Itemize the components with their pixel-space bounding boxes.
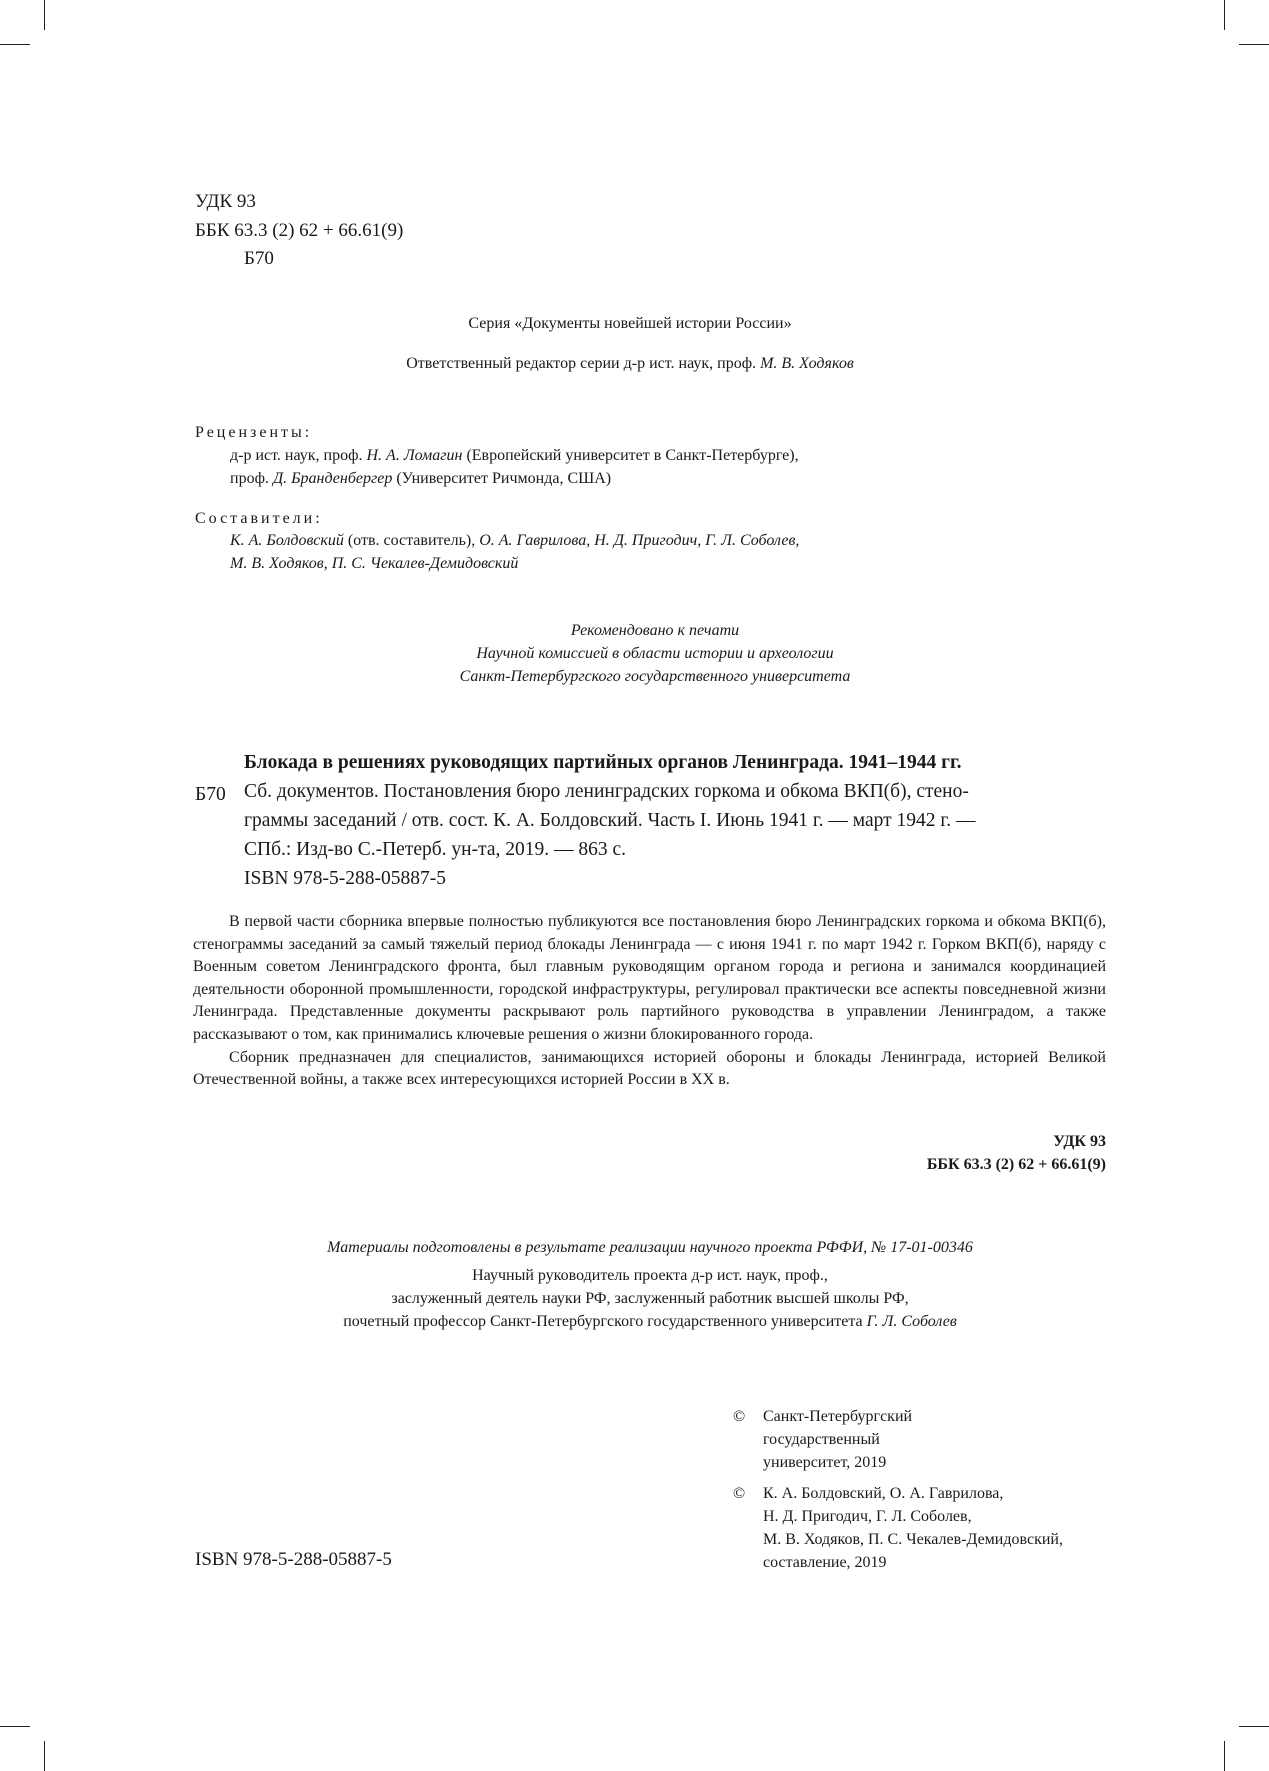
bbk-right: ББК 63.3 (2) 62 + 66.61(9) [926, 1156, 1106, 1173]
recommended-text-3: Санкт-Петербургского государственного университета [459, 668, 851, 685]
compilers-line-2 [230, 552, 518, 576]
copyright-1-line-2: государственный [763, 1431, 880, 1448]
reviewer-1-affiliation: (Европейский университет в Санкт-Петербурге), [466, 447, 799, 464]
bib-mark: Б70 [195, 784, 226, 805]
crop-mark-bottom-left-horizontal [0, 1726, 30, 1727]
bib-isbn: ISBN 978-5-288-05887-5 [244, 868, 447, 889]
reviewer-1-prefix: д-р ист. наук, проф. [230, 447, 363, 464]
reviewers-heading: Рецензенты: [195, 424, 313, 441]
series-title: Серия «Документы новейшей истории России» [468, 315, 792, 332]
abstract-paragraph-1: В первой части сборника впервые полностью публикуются все постановления бюро Ленинградских горкома и обкома ВКП(б), стенограммы заседаний за самый тяжелый период блокады Ленинграда — с июня 1941 г. по март 1942 г. Горком ВКП(б), наряду с Военным советом Ленинградского фронта, был главным руководящим органом города и региона и занимался координацией деятельности оборонной промышленности, городской инфраструктуры, регулировал практически все аспекты повседневной жизни Ленинграда. Представленные документы раскрывают роль партийного руководства в управлении Ленинградом, а также рассказывают о том, как принимались ключевые решения о жизни блокированного города. [193, 913, 1106, 1043]
crop-mark-bottom-right-horizontal [1239, 1726, 1269, 1727]
bibliographic-entry [244, 748, 975, 893]
grant-italic-text: Материалы подготовлены в результате реализации научного проекта РФФИ, № 17-01-00346 [327, 1239, 973, 1256]
reviewer-2-prefix: проф. [230, 470, 269, 487]
bbk-code: ББК 63.3 (2) 62 + 66.61(9) [195, 220, 404, 241]
reviewer-line-1 [230, 444, 799, 468]
copyright-2-line-4: составление, 2019 [763, 1554, 887, 1571]
copyright-2-line-3: М. В. Ходяков, П. С. Чекалев-Демидовский, [763, 1531, 1063, 1548]
copyright-1-line-3: университет, 2019 [763, 1454, 887, 1471]
recommended-text-1: Рекомендовано к печати [570, 622, 740, 639]
abstract-paragraph-2: Сборник предназначен для специалистов, занимающихся историей обороны и блокады Ленинграда, историей Великой Отечественной войны, а также всех интересующихся историей России в XX в. [193, 1048, 1106, 1089]
recommended-line-1 [355, 619, 955, 643]
reviewer-1-name: Н. А. Ломагин [366, 447, 463, 464]
reviewer-2-name: Д. Бранденбергер [272, 470, 393, 487]
copyright-2-line-1: К. А. Болдовский, О. А. Гаврилова, [763, 1485, 1004, 1502]
bib-line-3: граммы заседаний / отв. сост. К. А. Болдовский. Часть I. Июнь 1941 г. — март 1942 г. — [244, 810, 976, 831]
compilers-heading: Составители: [195, 510, 323, 527]
copyright-2-line-2: Н. Д. Пригодич, Г. Л. Соболев, [763, 1508, 972, 1525]
author-mark: Б70 [244, 248, 274, 269]
udk-right: УДК 93 [1053, 1133, 1106, 1150]
grant-line-3: заслуженный деятель науки РФ, заслуженный работник высшей школы РФ, [391, 1290, 909, 1307]
series-editor-name: М. В. Ходяков [760, 355, 854, 372]
compiler-chief: К. А. Болдовский [230, 532, 344, 549]
crop-mark-top-right-horizontal [1239, 44, 1269, 45]
copyright-symbol-1: © [733, 1408, 746, 1425]
crop-mark-top-left-vertical [44, 0, 45, 30]
crop-mark-bottom-left-vertical [44, 1741, 45, 1771]
grant-line-2: Научный руководитель проекта д-р ист. наук, проф., [472, 1267, 828, 1284]
series-editor-prefix: Ответственный редактор серии д-р ист. наук, проф. [406, 355, 757, 372]
abstract [193, 911, 1106, 1092]
compilers-others-2: М. В. Ходяков, П. С. Чекалев-Демидовский [230, 555, 519, 572]
series-editor [300, 352, 960, 376]
crop-mark-bottom-right-vertical [1224, 1741, 1225, 1771]
compilers-others-1: О. А. Гаврилова, Н. Д. Пригодич, Г. Л. Соболев, [479, 532, 800, 549]
udk-code: УДК 93 [195, 191, 256, 212]
reviewer-2-affiliation: (Университет Ричмонда, США) [396, 470, 612, 487]
bib-line-4: СПб.: Изд-во С.-Петерб. ун-та, 2019. — 863 с. [244, 839, 627, 860]
bib-line-2: Сб. документов. Постановления бюро ленинградских горкома и обкома ВКП(б), стено- [244, 781, 969, 802]
grant-line-4-prefix: почетный профессор Санкт-Петербургского государственного университета [343, 1313, 863, 1330]
compilers-line-1 [230, 529, 799, 553]
copyright-1-line-1: Санкт-Петербургский [763, 1408, 913, 1425]
grant-line-4 [200, 1310, 1100, 1334]
copyright-symbol-2: © [733, 1485, 746, 1502]
reviewer-line-2 [230, 467, 611, 491]
grant-line-4-name: Г. Л. Соболев [866, 1313, 957, 1330]
recommended-text-2: Научной комиссией в области истории и археологии [476, 645, 834, 662]
grant-italic-line [200, 1236, 1100, 1260]
recommended-line-3 [355, 665, 955, 689]
recommended-line-2 [355, 642, 955, 666]
bottom-isbn: ISBN 978-5-288-05887-5 [195, 1549, 392, 1570]
compiler-chief-role: (отв. составитель), [347, 532, 476, 549]
bib-title: Блокада в решениях руководящих партийных органов Ленинграда. 1941–1944 гг. [244, 752, 962, 773]
crop-mark-top-right-vertical [1224, 0, 1225, 30]
crop-mark-top-left-horizontal [0, 44, 30, 45]
